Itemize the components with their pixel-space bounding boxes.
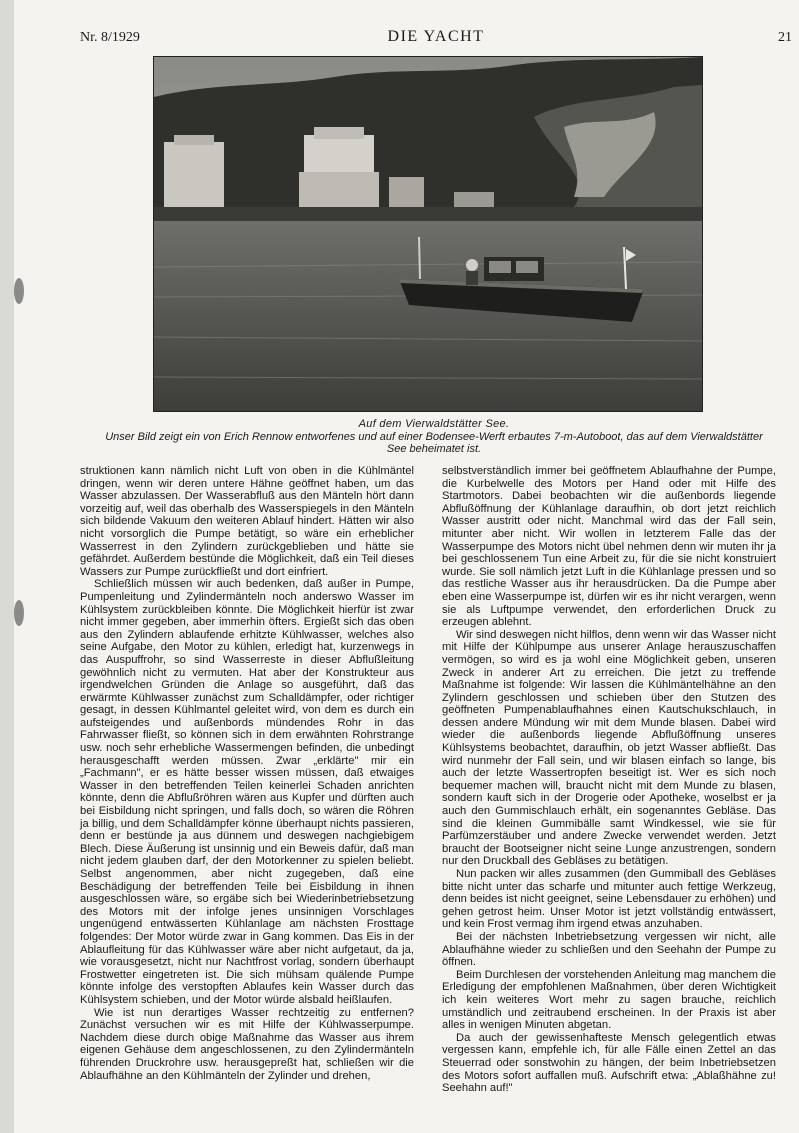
photo-illustration xyxy=(154,57,702,411)
magazine-page xyxy=(14,0,799,1133)
paragraph: struktionen kann nämlich nicht Luft von oben in die Kühlmäntel dringen, wenn wir deren untere Hähne geöffnet haben, um das Wasser abzulassen. Der Wasserabfluß aus den Mänteln hört dann vorzeitig auf, weil das oberhalb des Wasserspiegels in den Mänteln sich bildende Vakuum den weiteren Ablauf hindert. Hätten wir also nicht vorsorglich die Pumpe betätigt, so wäre ein erheblicher Wasserrest in den Zylindern zurückgeblieben und hätte sie gefährdet. Außerdem bestünde die Möglichkeit, daß ein Teil dieses Wassers zur Pumpe zurückfließt und dort einfriert. xyxy=(80,465,414,578)
photo-caption xyxy=(104,418,764,456)
caption-text: Unser Bild zeigt ein von Erich Rennow entworfenes und auf einer Bodensee-Werft erbautes 7-m-Autoboot, das auf dem Vierwaldstätter See beheimatet ist. xyxy=(105,430,763,455)
text-column-left xyxy=(80,465,414,1082)
motorboat-photo xyxy=(153,56,703,412)
paragraph: Nun packen wir alles zusammen (den Gummiball des Gebläses bitte nicht unter das scharfe und mitunter auch fettige Werkzeug, denn beides ist nicht geeignet, seine Lebensdauer zu erhöhen) und gehen getrost heim. Unser Motor ist jetzt vollständig entwässert, und kein Frost vermag ihm irgend etwas anzuhaben. xyxy=(442,868,777,931)
binding-shadow xyxy=(14,278,24,304)
caption-title: Auf dem Vierwaldstätter See. xyxy=(358,418,510,430)
page-number: 21 xyxy=(778,30,792,45)
paragraph: Wir sind deswegen nicht hilflos, denn wenn wir das Wasser nicht mit Hilfe der Kühlpumpe aus unserer Anlage herauszuschaffen vermögen, so wird es ja wohl eine Möglichkeit geben, unseren Zweck in anderer Art zu erreichen. Die jetzt zu treffende Maßnahme ist folgende: Wir lassen die Kühlmäntelhähne an den Zylindern geschlossen und schieben über den Stutzen des geöffneten Pumpenablaufhahnes einen Kautschukschlauch, in dessen andere Mündung wir mit dem Munde blasen. Dabei wird wieder die außenbords liegende Abflußöffnung unseres Kühlsystems beobachtet, daraufhin, ob jetzt Wasser abfließt. Das wird nunmehr der Fall sein, und wir blasen einfach so lange, bis auch der letzte Wassertropfen beseitigt ist. Wer es sich noch bequemer machen will, braucht nicht mit dem Munde zu blasen, sondern kauft sich in der Drogerie oder Apotheke, woselbst er ja auch den Gummischlauch erhält, ein sogenanntes Gebläse. Das sind die kleinen Gummibälle samt Windkessel, wie sie für Parfümzerstäuber und andere Zwecke verwendet werden. Jetzt braucht der Bootseigner nicht seine Lunge anzustrengen, sondern nur den Druckball des Gebläses zu betätigen. xyxy=(442,628,776,868)
paragraph: Da auch der gewissenhafteste Mensch gelegentlich etwas vergessen kann, empfehle ich, für alle Fälle einen Zettel an das Steuerrad oder sonstwohin zu hängen, der beim Inbetriebsetzen des Motors sofort auffallen muß. Aufschrift etwa: „Ablaßhähne zu! Seehahn auf!" xyxy=(442,1031,776,1095)
paragraph: Wie ist nun derartiges Wasser rechtzeitig zu entfernen? Zunächst versuchen wir es mit Hilfe der Kühlwasserpumpe. Nachdem diese durch obige Maßnahme das Wasser aus ihrem eigenen Gehäuse dem angeschlossenen, zu den Zylindermänteln führenden Druckrohre usw. herausgepreßt hat, schließen wir die Ablaufhähne an den Kühlmänteln der Zylinder und drehen, xyxy=(80,1006,414,1082)
magazine-title: DIE YACHT xyxy=(387,28,485,45)
issue-number: Nr. 8/1929 xyxy=(80,30,140,45)
paragraph: Beim Durchlesen der vorstehenden Anleitung mag manchem die Erledigung der empfohlenen Maßnahmen, über deren Wichtigkeit ich kein weiteres Wort mehr zu sagen brauche, reichlich umständlich und zeitraubend erscheinen. In der Praxis ist aber alles in wenigen Minuten abgetan. xyxy=(442,968,776,1032)
paragraph: Schließlich müssen wir auch bedenken, daß außer in Pumpe, Pumpenleitung und Zylindermänteln noch anderswo Wasser im Kühlsystem zurückbleiben könnte. Die Möglichkeit hierfür ist zwar nicht immer gegeben, aber immerhin öfters. Ergießt sich das oben aus den Zylindern ablaufende erhitzte Kühlwasser, welches also seine Aufgabe, den Motor zu kühlen, erledigt hat, kurzenwegs in das Auspuffrohr, so sind Wasserreste in dieser Abflußleitung gewöhnlich nicht zu vermuten. Hat aber der Konstrukteur aus irgendwelchen Gründen die Anlage so ausgeführt, daß das erwärmte Kühlwasser zunächst zum Schalldämpfer, oder richtiger gesagt, in dessen Kühlmantel geleitet wird, von dem es durch ein aufsteigendes und außenbords mündendes Rohr in das Fahrwasser fließt, so können sich in dem erwähnten Rohrstrange usw. noch sehr erhebliche Wassermengen befinden, die unbedingt herausgeschafft werden müssen. Zwar „erklärte" mir ein „Fachmann", er es hätte besser wissen müssen, daß etwaiges Wasser in den betreffenden Teilen keinerlei Schaden anrichten könnte, denn die Abflußröhren wären aus Kupfer und dürften auch bei Eisbildung nicht springen, und falls doch, so wären die Röhren ja billig, und dem Schalldämpfer könne überhaupt nichts passieren, denn er bestünde ja aus dünnem und deswegen nachgiebigem Blech. Diese Äußerung ist unsinnig und ein Beweis dafür, daß man nicht jedem glauben darf, der den Motorkenner zu spielen beliebt. Selbst angenommen, aber nicht zugegeben, daß eine Beschädigung der betreffenden Teile bei Eisbildung in ihnen ausgeschlossen wäre, so ergäbe sich bei Wiederinbetriebsetzung des Motors mit der infolge jenes unsinnigen Vorschlages ungenügend entwässerten Kühlanlage am nächsten Frosttage folgendes: Der Motor würde zwar in Gang kommen. Das Eis in der Ablaufleitung für das Kühlwasser wäre aber nicht aufgetaut, da ja, wie vorausgesetzt, nicht nur Nachtfrost vorlag, sondern überhaupt Frostwetter eingetreten ist. Die sich mühsam quälende Pumpe könnte infolge des verstopften Ablaufes kein Wasser durch das Kühlsystem schieben, und der Motor würde alsbald heißlaufen. xyxy=(80,578,414,1006)
paragraph: selbstverständlich immer bei geöffnetem Ablaufhahne der Pumpe, die Kurbelwelle des Motors per Hand oder mit Hilfe des Startmotors. Dabei beobachten wir die außenbords liegende Abflußöffnung der Kühlanlage daraufhin, ob dort jetzt reichlich Wasser austritt oder nicht. Manchmal wird das der Fall sein, mitunter aber nicht. Wir wollen in letzterem Falle das der Wasserpumpe des Motors nicht übel nehmen denn wir muten ihr ja bei geschlossenem Tun eine Arbeit zu, für die sie nicht konstruiert wurde. Sie soll nämlich jetzt Luft in die Kühlanlage pressen und so das restliche Wasser aus ihr herausdrücken. Da die Pumpe aber eben eine Wasserpumpe ist, dürfen wir es ihr nicht verargen, wenn sie als Luftpumpe verwendet, den erforderlichen Druck zu erzeugen ablehnt. xyxy=(442,465,776,629)
text-column-right xyxy=(442,465,777,1095)
binding-shadow xyxy=(14,600,24,626)
running-header xyxy=(80,30,792,50)
paragraph: Bei der nächsten Inbetriebsetzung vergessen wir nicht, alle Ablaufhähne wieder zu schließen und den Seehahn der Pumpe zu öffnen. xyxy=(442,930,776,969)
